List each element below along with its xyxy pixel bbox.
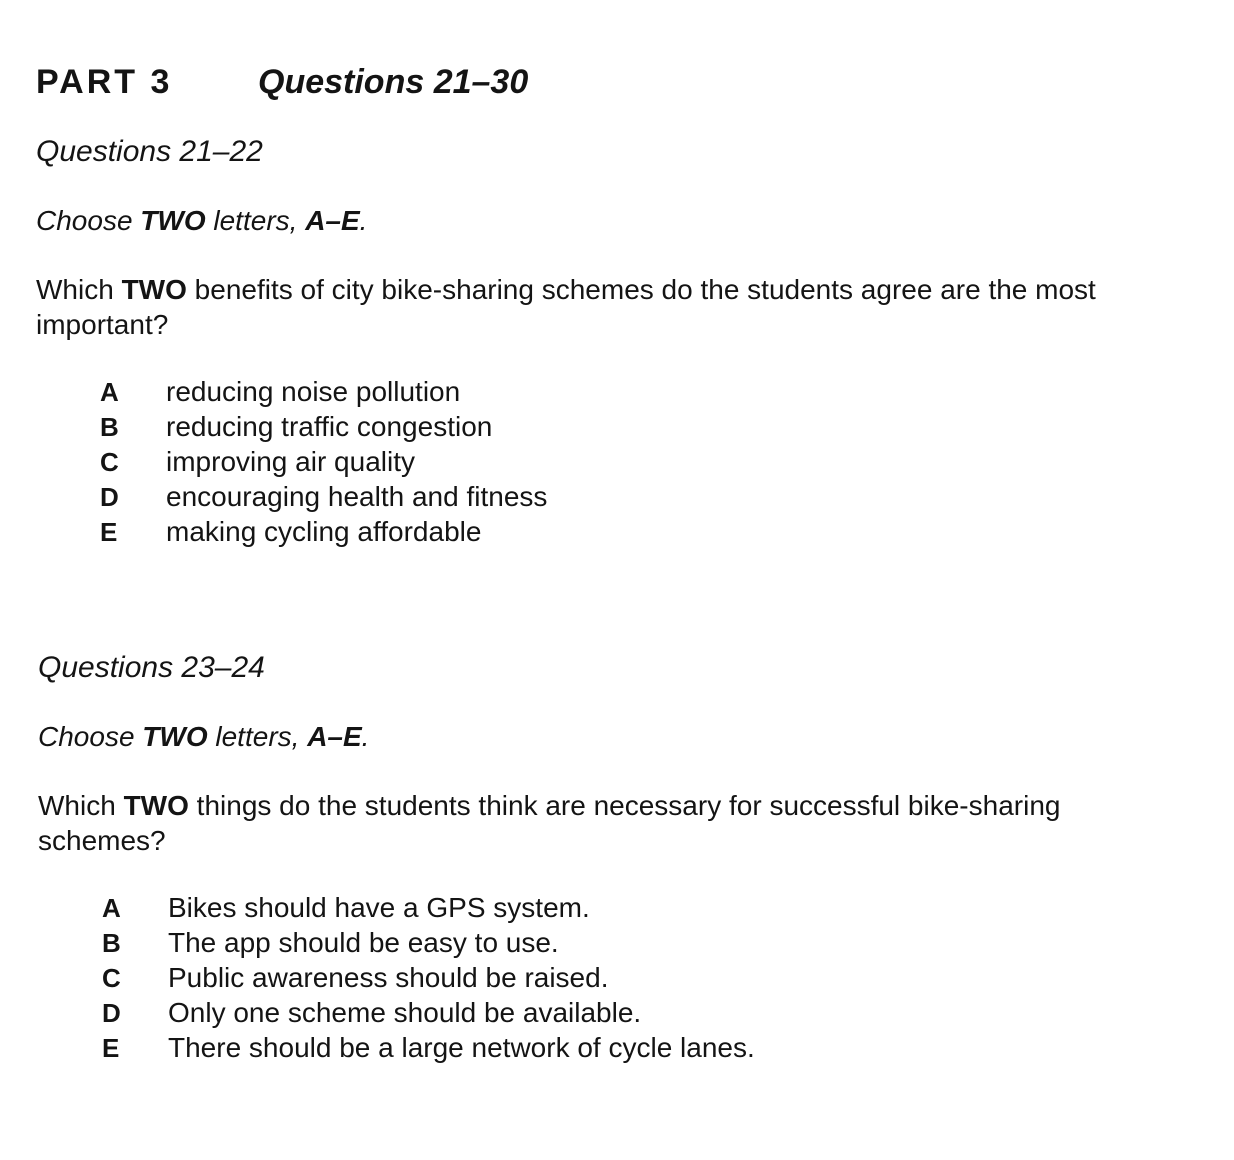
- question-text-part: things do the students think are necessary for successful bike-sharing schemes?: [38, 790, 1061, 856]
- question-emphasis: TWO: [121, 274, 187, 305]
- instruction-text: letters,: [205, 205, 306, 236]
- option-e: [102, 1030, 755, 1065]
- question-text-part: Which: [36, 274, 122, 305]
- instruction-text: letters,: [207, 721, 308, 752]
- option-letter: B: [102, 928, 121, 958]
- option-text: There should be a large network of cycle lanes.: [168, 1032, 755, 1063]
- question-text-part: Which: [38, 790, 124, 821]
- option-a: [100, 374, 547, 409]
- option-text: improving air quality: [166, 446, 415, 477]
- option-text: reducing noise pollution: [166, 376, 461, 407]
- instruction-emphasis: TWO: [142, 721, 208, 752]
- option-letter: D: [100, 482, 119, 512]
- instruction-text: .: [361, 721, 370, 752]
- part-header: [36, 62, 528, 102]
- option-e: [100, 514, 547, 549]
- option-text: Public awareness should be raised.: [168, 962, 609, 993]
- option-letter: C: [102, 963, 121, 993]
- option-letter: E: [102, 1033, 120, 1063]
- instruction-text: Choose: [38, 721, 143, 752]
- option-text: Bikes should have a GPS system.: [168, 892, 590, 923]
- option-text: The app should be easy to use.: [168, 927, 559, 958]
- option-c: [102, 960, 755, 995]
- option-letter: C: [100, 447, 119, 477]
- option-letter: A: [102, 893, 121, 923]
- option-b: [102, 925, 755, 960]
- question-text: [36, 272, 1156, 342]
- instruction-emphasis: A–E: [305, 205, 360, 236]
- option-d: [100, 479, 547, 514]
- instruction-text: .: [359, 205, 368, 236]
- option-c: [100, 444, 547, 479]
- option-letter: B: [100, 412, 119, 442]
- option-a: [102, 890, 755, 925]
- section-instruction: [36, 204, 367, 238]
- instruction-emphasis: A–E: [307, 721, 362, 752]
- part-label: PART 3: [36, 63, 173, 101]
- option-b: [100, 409, 547, 444]
- part-questions-range: Questions 21–30: [258, 63, 529, 101]
- option-text: reducing traffic congestion: [166, 411, 493, 442]
- option-d: [102, 995, 755, 1030]
- option-text: Only one scheme should be available.: [168, 997, 642, 1028]
- option-letter: A: [100, 377, 119, 407]
- question-emphasis: TWO: [123, 790, 189, 821]
- option-text: encouraging health and fitness: [166, 481, 548, 512]
- instruction-emphasis: TWO: [140, 205, 206, 236]
- option-list: [100, 374, 547, 549]
- option-letter: D: [102, 998, 121, 1028]
- question-text: [38, 788, 1158, 858]
- option-letter: E: [100, 517, 118, 547]
- option-text: making cycling affordable: [166, 516, 482, 547]
- section-range: Questions 21–22: [36, 135, 263, 168]
- section-instruction: [38, 720, 369, 754]
- section-range: Questions 23–24: [38, 651, 265, 684]
- option-list: [102, 890, 755, 1065]
- instruction-text: Choose: [36, 205, 141, 236]
- question-text-part: benefits of city bike-sharing schemes do the students agree are the most important?: [36, 274, 1096, 340]
